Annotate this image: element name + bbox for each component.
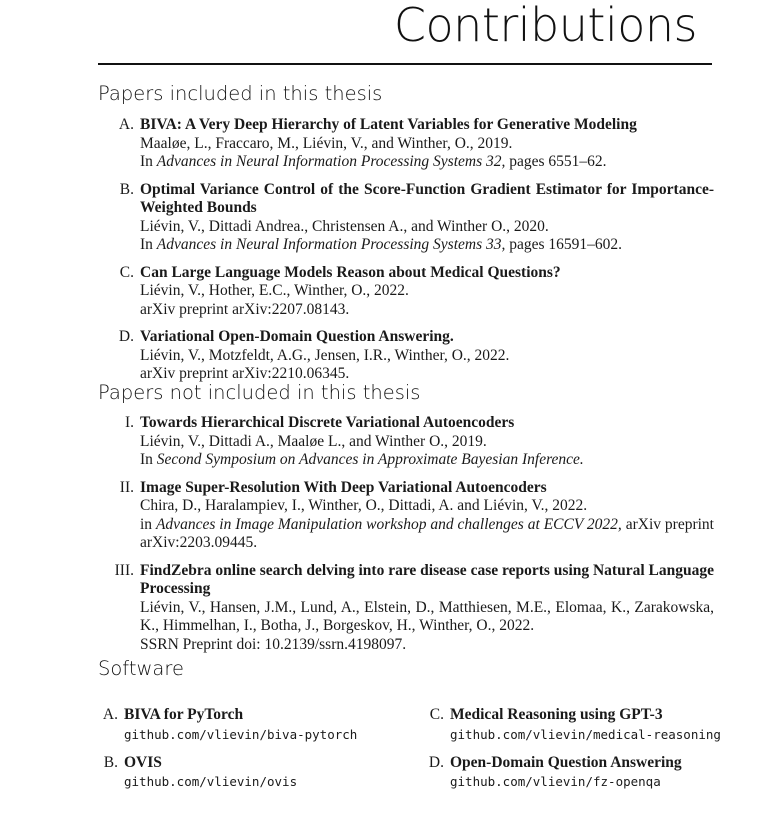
paper-authors: Liévin, V., Dittadi Andrea., Christensen A., and Winther O., 2020.	[140, 217, 549, 235]
paper-authors: Chira, D., Haralampiev, I., Winther, O., Dittadi, A. and Liévin, V., 2022.	[140, 497, 588, 514]
software-label: B.	[103, 753, 118, 771]
paper-label: C.	[119, 263, 134, 281]
title-rule	[98, 63, 712, 65]
paper-entry	[98, 181, 714, 255]
paper-label: I.	[124, 414, 134, 431]
software-label: D.	[428, 753, 444, 771]
paper-venue: in Advances in Image Manipulation workshop and challenges at ECCV 2022, arXiv preprint arXiv:2203.09445.	[140, 515, 714, 551]
paper-entry	[98, 479, 714, 553]
paper-title: Image Super-Resolution With Deep Variational Autoencoders	[140, 478, 547, 496]
paper-authors: Liévin, V., Hansen, J.M., Lund, A., Elstein, D., Matthiesen, M.E., Elomaa, K., Zarakowska, K., Himmelhan, I., Botha, J., Borgeskov, H., Winther, O., 2022.	[140, 598, 714, 634]
section-heading-not-included: Papers not included in this thesis	[98, 381, 421, 404]
paper-venue: In Advances in Neural Information Processing Systems 32, pages 6551–62.	[140, 153, 607, 170]
paper-venue: In Second Symposium on Advances in Approximate Bayesian Inference.	[140, 451, 584, 468]
paper-entry	[98, 264, 714, 320]
paper-authors: Liévin, V., Dittadi A., Maaløe L., and Winther O., 2019.	[140, 432, 487, 450]
section-heading-included: Papers included in this thesis	[98, 82, 383, 105]
software-entry	[98, 706, 418, 745]
software-column-left	[98, 706, 418, 801]
paper-label: II.	[119, 478, 134, 496]
software-url[interactable]: github.com/vlievin/fz-openqa	[450, 774, 661, 789]
software-column-right	[424, 706, 744, 801]
paper-note: SSRN Preprint doi: 10.2139/ssrn.4198097.	[140, 635, 407, 653]
not-included-papers-list	[98, 414, 714, 663]
software-entry	[98, 754, 418, 793]
page-title: Contributions	[393, 0, 697, 52]
paper-label: A.	[118, 116, 134, 133]
software-label: A.	[102, 706, 118, 723]
paper-title: BIVA: A Very Deep Hierarchy of Latent Variables for Generative Modeling	[140, 116, 637, 133]
paper-title: FindZebra online search delving into rare disease case reports using Natural Language Processing	[140, 561, 714, 597]
paper-entry	[98, 328, 714, 384]
paper-entry	[98, 116, 714, 172]
software-title: Medical Reasoning using GPT-3	[450, 706, 663, 723]
paper-entry	[98, 414, 714, 470]
paper-entry	[98, 562, 714, 655]
software-title: OVIS	[124, 753, 162, 771]
software-url[interactable]: github.com/vlievin/medical-reasoning	[450, 726, 721, 742]
paper-note: arXiv preprint arXiv:2210.06345.	[140, 365, 350, 382]
paper-authors: Maaløe, L., Fraccaro, M., Liévin, V., and Winther, O., 2019.	[140, 134, 513, 152]
software-url[interactable]: github.com/vlievin/biva-pytorch	[124, 726, 358, 742]
paper-label: D.	[118, 328, 134, 345]
paper-label: B.	[119, 180, 134, 198]
paper-venue: In Advances in Neural Information Processing Systems 33, pages 16591–602.	[140, 236, 623, 253]
software-url[interactable]: github.com/vlievin/ovis	[124, 774, 298, 789]
paper-title: Towards Hierarchical Discrete Variational Autoencoders	[140, 414, 515, 431]
paper-note: arXiv preprint arXiv:2207.08143.	[140, 300, 350, 318]
paper-title: Variational Open-Domain Question Answering.	[140, 328, 454, 345]
paper-title: Optimal Variance Control of the Score-Function Gradient Estimator for Importance-Weighted Bounds	[140, 180, 714, 216]
paper-label: III.	[114, 561, 134, 579]
software-title: Open-Domain Question Answering	[450, 753, 682, 771]
paper-authors: Liévin, V., Hother, E.C., Winther, O., 2022.	[140, 282, 409, 299]
section-heading-software: Software	[98, 657, 184, 680]
software-entry	[424, 754, 744, 793]
paper-authors: Liévin, V., Motzfeldt, A.G., Jensen, I.R., Winther, O., 2022.	[140, 346, 510, 364]
paper-title: Can Large Language Models Reason about Medical Questions?	[140, 263, 561, 281]
included-papers-list	[98, 116, 714, 393]
software-label: C.	[429, 706, 444, 723]
software-entry	[424, 706, 744, 745]
software-title: BIVA for PyTorch	[124, 706, 244, 723]
